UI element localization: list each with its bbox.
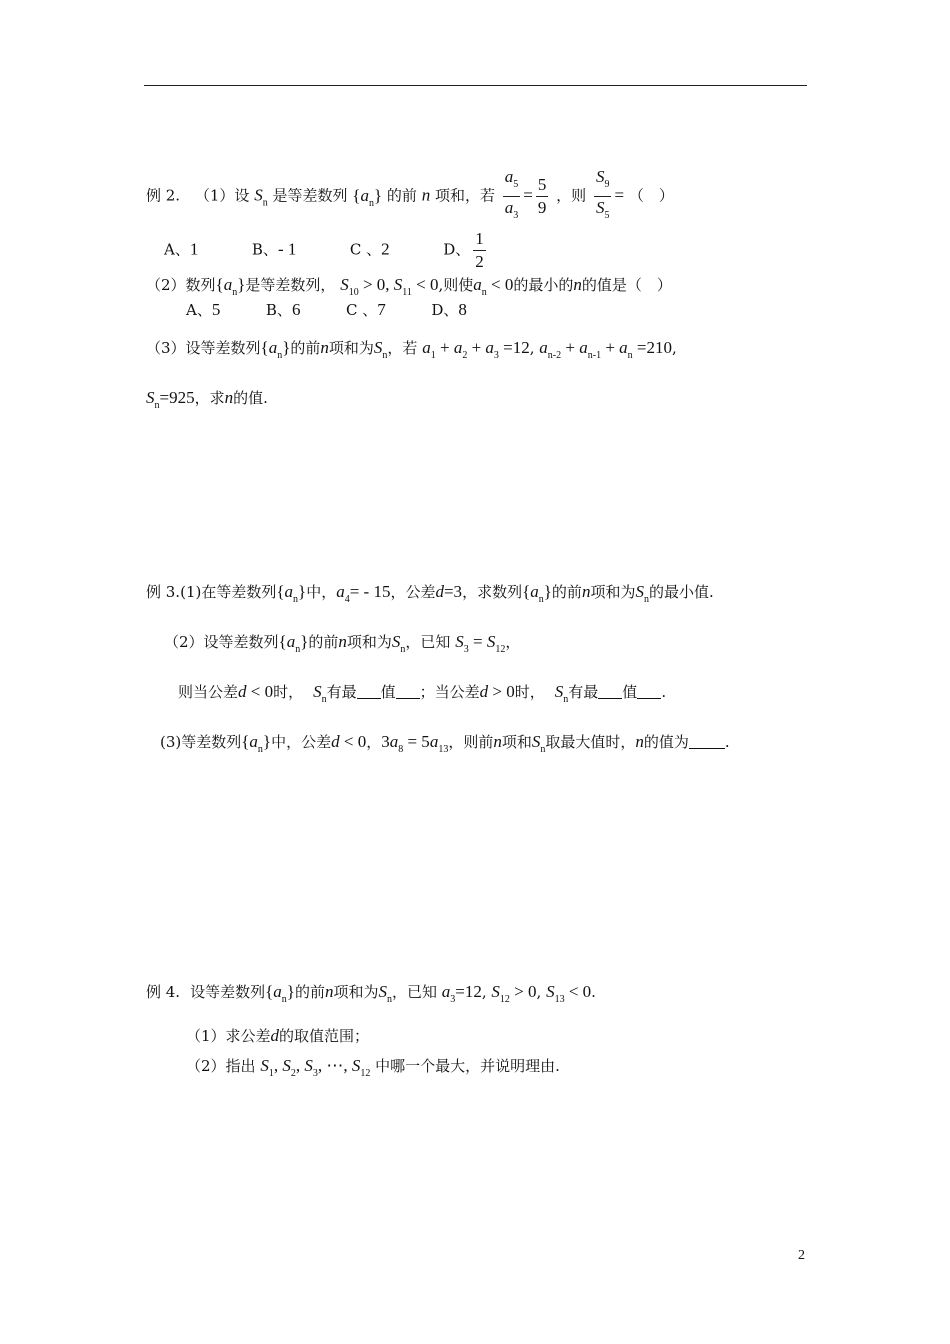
- text: 设等差数列: [190, 983, 266, 1001]
- ex2-q3-line: （3）设等差数列$\{a_n\}$的前n项和为$S_n$，若 $a_1 + a_2 + a_3 =12$, $a_{n-2} + a_{n-1} + a_n =210$,: [146, 338, 677, 361]
- text: 是等差数列: [272, 186, 348, 205]
- seq-an: $\{a_n\}$: [260, 338, 291, 361]
- text: 项和为: [346, 633, 392, 651]
- option-a-label: A、: [186, 301, 212, 319]
- option-c-value: 7: [377, 300, 386, 319]
- answer-blank[interactable]: [357, 684, 381, 699]
- condition-s10-s11: $S_{10} > 0$, $S_{11} < 0$: [340, 275, 439, 298]
- text: ,则使: [438, 276, 474, 294]
- sum-last-three: $a_{n-2} + a_{n-1} + a_n =210$: [539, 338, 673, 361]
- text: （1）求公差: [186, 1027, 271, 1045]
- option-b-value: 6: [291, 300, 301, 319]
- page-number: 2: [798, 1248, 805, 1263]
- ex3-q2-line: （2）设等差数列$\{a_n\}$的前n项和为$S_n$，已知 $S_3 = S_{12}$，: [164, 632, 521, 655]
- fraction-5-9: $\frac{5}{9}$: [537, 175, 547, 217]
- text: 中哪一个最大，并说明理由.: [375, 1057, 560, 1075]
- option-c-value: 2: [381, 239, 390, 259]
- sn-value: =925: [159, 388, 195, 407]
- text: （2）数列: [146, 276, 216, 294]
- ex2-q2-options: [186, 300, 467, 320]
- answer-blank[interactable]: [637, 684, 661, 699]
- ex3-head: 例 3.: [146, 583, 181, 601]
- text: 有最: [568, 683, 599, 701]
- text: 值: [622, 683, 638, 701]
- text: 的最小值.: [648, 583, 714, 601]
- option-b-label: B、: [251, 240, 278, 259]
- text: ，则前: [448, 733, 494, 751]
- text: ，: [505, 633, 521, 651]
- text: (1)在等差数列: [180, 583, 277, 601]
- option-d-value: 8: [458, 300, 467, 319]
- option-a-label: A、: [164, 240, 190, 259]
- text: ，求: [194, 389, 225, 407]
- var-S: S: [254, 185, 263, 205]
- fraction-s9-s5: $\frac{S_9}{S_5}$: [595, 167, 610, 221]
- option-b-label: B、: [265, 301, 292, 319]
- text: ，: [366, 733, 382, 751]
- ex4-q1-line: （1）求公差d的取值范围；: [186, 1026, 370, 1045]
- var-n: n: [421, 185, 431, 205]
- ex4-head: 例 4.: [146, 983, 181, 1001]
- text: 的值为: [643, 733, 689, 751]
- ex2-head: 例 2.: [146, 186, 181, 205]
- text: ，已知: [405, 633, 451, 651]
- ex2-q2-line: （2）数列$\{a_n\}$是等差数列， $S_{10} > 0$, $S_{11} < 0$,则使$a_n < 0$的最小的n的值是（ ）: [146, 275, 672, 298]
- condition-a8-a13: $3a_8 = 5a_{13}$: [381, 732, 449, 755]
- text: 的取值范围；: [279, 1027, 370, 1045]
- ex2-q1-prefix: （1）设: [194, 186, 250, 205]
- fraction-a5-a3: $\frac{a_5}{a_3}$: [504, 167, 519, 221]
- a4-value: = - 15: [349, 582, 391, 601]
- text: 项和为: [328, 339, 374, 357]
- sum-first-three: $a_1 + a_2 + a_3 =12$: [422, 338, 530, 361]
- s13-negative: $S_{13} < 0$: [546, 982, 592, 1005]
- text: ；当公差: [419, 683, 480, 701]
- text: （2）设等差数列: [164, 633, 279, 651]
- ex3-q2-line2: 则当公差d < 0时， $S_n$有最 值 ；当公差d > 0时， $S_n$有最 值 .: [178, 682, 667, 705]
- option-d-label: D、: [443, 240, 471, 259]
- option-d-label: D、: [431, 301, 459, 319]
- text: 有最: [326, 683, 357, 701]
- option-d-fraction: $\frac{1}{2}$: [475, 229, 484, 271]
- text: 的值是（ ）: [581, 276, 672, 294]
- ex2-q1-options: [164, 228, 489, 273]
- text: 中，公差: [271, 733, 332, 751]
- text: 时，: [514, 683, 545, 701]
- ex3-q1-line: 例 3.(1)在等差数列$\{a_n\}$中，$a_4= - 15$，公差d=3，求数列$\{a_n\}$的前n项和为$S_n$的最小值.: [146, 582, 714, 605]
- text: 取最大值时，: [545, 733, 636, 751]
- text: （2）指出: [186, 1057, 256, 1075]
- text: 的值.: [233, 389, 268, 407]
- option-b-value: - 1: [277, 239, 297, 259]
- text: （3）设等差数列: [146, 339, 261, 357]
- text: 的前: [294, 983, 325, 1001]
- text: 是等差数列，: [245, 276, 336, 294]
- text: 项和，若: [434, 186, 495, 205]
- text: 中，: [306, 583, 337, 601]
- seq-an: $\{a_n\}$: [215, 275, 246, 298]
- ex2-q3-line2: $S_n=925$，求n的值.: [146, 388, 268, 411]
- text: ，已知: [391, 983, 437, 1001]
- answer-blank[interactable]: [396, 684, 420, 699]
- s12-positive: $S_{12} > 0$: [491, 982, 537, 1005]
- text: 则当公差: [178, 683, 239, 701]
- s1-to-s12: $S_1$, $S_2$, $S_3$, ⋯, $S_{12}$: [260, 1056, 371, 1079]
- s3-equals-s12: $S_3 = S_{12}$: [455, 632, 506, 655]
- text: （ ）: [628, 186, 674, 205]
- text: (3)等差数列: [160, 733, 242, 751]
- text: 时，: [273, 683, 304, 701]
- option-a-value: 1: [189, 239, 199, 259]
- text: 项和为: [333, 983, 379, 1001]
- text: ，公差: [390, 583, 436, 601]
- a3-value: =12: [455, 982, 482, 1001]
- text: 值: [380, 683, 396, 701]
- text: 的前: [290, 339, 321, 357]
- option-c-label: C 、: [349, 240, 382, 259]
- d-value: =3: [443, 582, 463, 601]
- ex4-q2-line: [186, 1052, 560, 1088]
- text: ，则: [556, 186, 587, 205]
- sub-n: n: [262, 197, 268, 209]
- text: ，求数列: [462, 583, 523, 601]
- condition-an: $a_n < 0$: [473, 275, 514, 298]
- text: 项和为: [590, 583, 636, 601]
- ex4-line: 例 4. 设等差数列$\{a_n\}$的前n项和为$S_n$，已知 $a_3=12$, $S_{12} > 0$, $S_{13} < 0$.: [146, 982, 596, 1005]
- text: ，若: [387, 339, 418, 357]
- seq-an: $\{a_n\}$: [352, 185, 383, 209]
- option-c-label: C 、: [346, 301, 378, 319]
- text: 的最小的: [513, 276, 574, 294]
- option-a-value: 5: [211, 300, 221, 319]
- header-rule: [144, 85, 807, 86]
- ex2-q1-line: 例 2. （1）设 $S_n$ 是等差数列 $\{a_n\}$ 的前 n 项和，若 $\frac{a_5}{a_3}$ = $\frac{5}{9}$ ，则 $\frac{S_9}{S_5}$ = （ ）: [146, 166, 674, 227]
- text: 的前: [386, 186, 417, 205]
- ex3-q3-line: (3)等差数列$\{a_n\}$中，公差d < 0，$3a_8 = 5a_{13}$，则前n项和$S_n$取最大值时，n的值为 .: [160, 732, 730, 755]
- text: 的前: [551, 583, 582, 601]
- text: 项和: [501, 733, 532, 751]
- answer-blank[interactable]: [598, 684, 622, 699]
- text: 的前: [308, 633, 339, 651]
- answer-blank[interactable]: [689, 734, 725, 749]
